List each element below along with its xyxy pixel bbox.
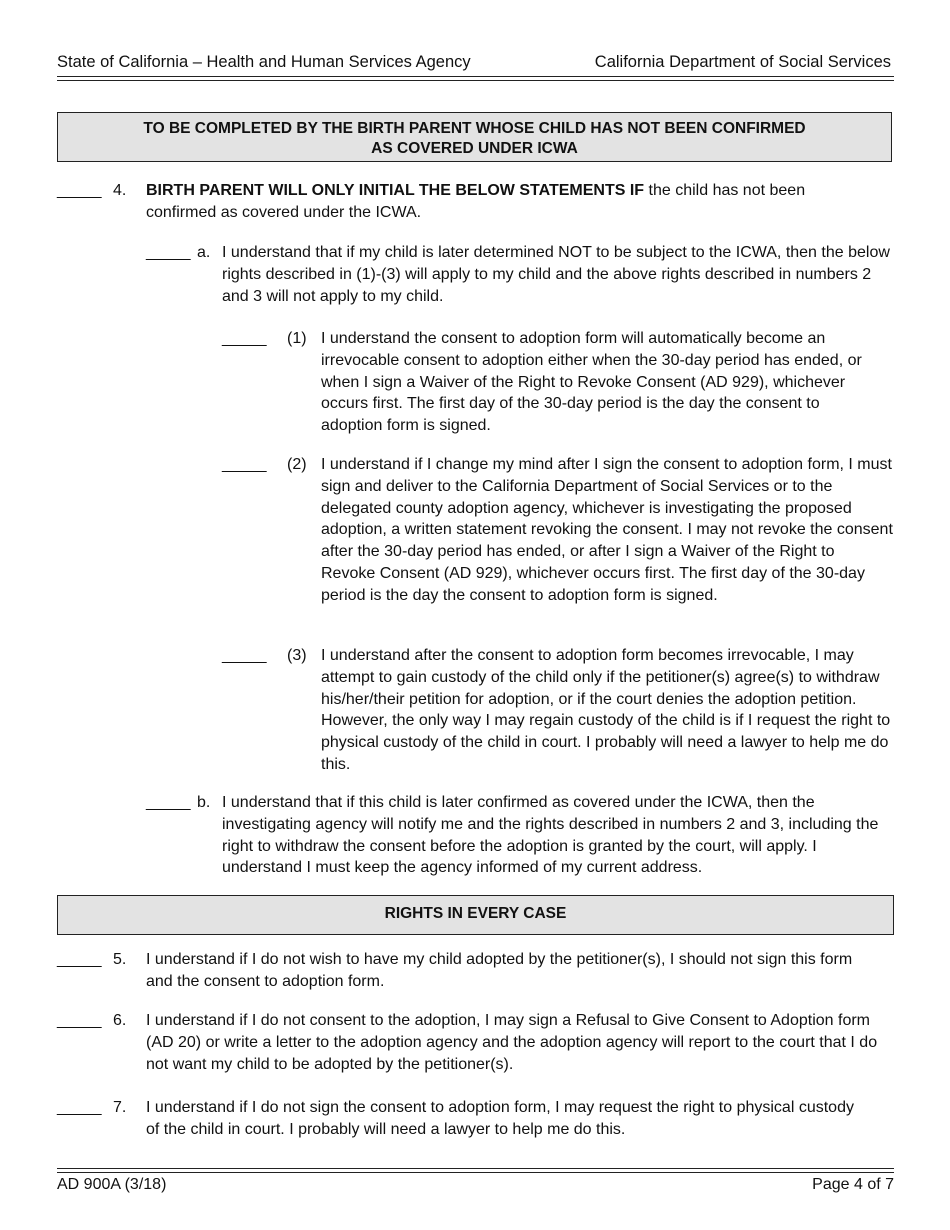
initial-blank-4a1[interactable]: _____ [222, 330, 267, 347]
item-5-text: I understand if I do not wish to have my child adopted by the petitioner(s), I should not sign this form and the consent to adoption form. [146, 951, 853, 990]
initial-blank-4a[interactable]: _____ [146, 244, 191, 261]
item-4-bold: BIRTH PARENT WILL ONLY INITIAL THE BELOW STATEMENTS IF [146, 182, 645, 199]
footer-rule-bottom [57, 1172, 894, 1173]
item-7-text: I understand if I do not sign the consent to adoption form, I may request the right to physical custody of the child in court. I probably will need a lawyer to help me do this. [146, 1099, 854, 1138]
item-4a-text: I understand that if my child is later determined NOT to be subject to the ICWA, then the below rights described in (1)-(3) will apply to my child and the above rights described in numbers 2 and 3 will not apply to my child. [222, 244, 890, 305]
initial-blank-5[interactable]: _____ [57, 951, 102, 968]
header-agency: State of California – Health and Human Services Agency [57, 53, 471, 71]
item-label-4a2: (2) [287, 456, 307, 473]
header-rule-bottom [57, 80, 894, 81]
item-6-text: I understand if I do not consent to the adoption, I may sign a Refusal to Give Consent to Adoption form (AD 20) or write a letter to the adoption agency and the adoption agency will report to the court that I do not want my child to be adopted by the petitioner(s). [146, 1012, 878, 1073]
item-number-6: 6. [113, 1012, 127, 1029]
item-number-7: 7. [113, 1099, 127, 1116]
section-title-rights: RIGHTS IN EVERY CASE [57, 895, 894, 935]
item-label-4a3: (3) [287, 647, 307, 664]
header-department: California Department of Social Services [594, 53, 891, 71]
item-4-rest: the child has not been confirmed as covered under the ICWA. [146, 182, 806, 221]
section-title-not-confirmed [57, 112, 892, 162]
item-4a1-text: I understand the consent to adoption form will automatically become an irrevocable consent to adoption either when the 30-day period has ended, or when I sign a Waiver of the Right to Revoke Consent (AD 929), whichever occurs first. The first day of the 30-day period is the day the consent to adoption form is signed. [321, 330, 862, 435]
page-number: Page 4 of 7 [812, 1176, 894, 1193]
section-title-line2: AS COVERED UNDER ICWA [371, 140, 578, 157]
initial-blank-4a3[interactable]: _____ [222, 647, 267, 664]
item-number-5: 5. [113, 951, 127, 968]
item-label-4a1: (1) [287, 330, 307, 347]
initial-blank-6[interactable]: _____ [57, 1012, 102, 1029]
item-4-text [146, 180, 876, 224]
item-4a2-text: I understand if I change my mind after I sign the consent to adoption form, I must sign and deliver to the California Department of Social Services or to the delegated county adoption agency, whichever is investigating the proposed adoption, a written statement revoking the consent. I may not revoke the consent after the 30-day period has ended, or after I sign a Waiver of the Right to Revoke Consent (AD 929), whichever occurs first. The first day of the 30-day period is the day the consent to adoption form is signed. [321, 456, 893, 604]
item-4a3-text: I understand after the consent to adoption form becomes irrevocable, I may attempt to gain custody of the child only if the petitioner(s) agree(s) to withdraw his/her/their petition for adoption, or if the court denies the adoption petition. However, the only way I may regain custody of the child is if I request the right to physical custody of the child in court. I probably will need a lawyer to help me do this. [321, 647, 891, 773]
initial-blank-4a2[interactable]: _____ [222, 456, 267, 473]
footer-rule-top [57, 1168, 894, 1169]
item-label-4a: a. [197, 244, 211, 261]
initial-blank-4b[interactable]: _____ [146, 794, 191, 811]
item-4b-text: I understand that if this child is later confirmed as covered under the ICWA, then the investigating agency will notify me and the rights described in numbers 2 and 3, including the right to withdraw the consent before the adoption is granted by the court, will apply. I understand I must keep the agency informed of my current address. [222, 794, 879, 877]
initial-blank-7[interactable]: _____ [57, 1099, 102, 1116]
section-title-line1: TO BE COMPLETED BY THE BIRTH PARENT WHOSE CHILD HAS NOT BEEN CONFIRMED [143, 120, 806, 137]
initial-blank-4[interactable]: _____ [57, 182, 102, 199]
item-label-4b: b. [197, 794, 211, 811]
item-number-4: 4. [113, 182, 127, 199]
form-id: AD 900A (3/18) [57, 1176, 167, 1193]
header-rule-top [57, 76, 894, 77]
